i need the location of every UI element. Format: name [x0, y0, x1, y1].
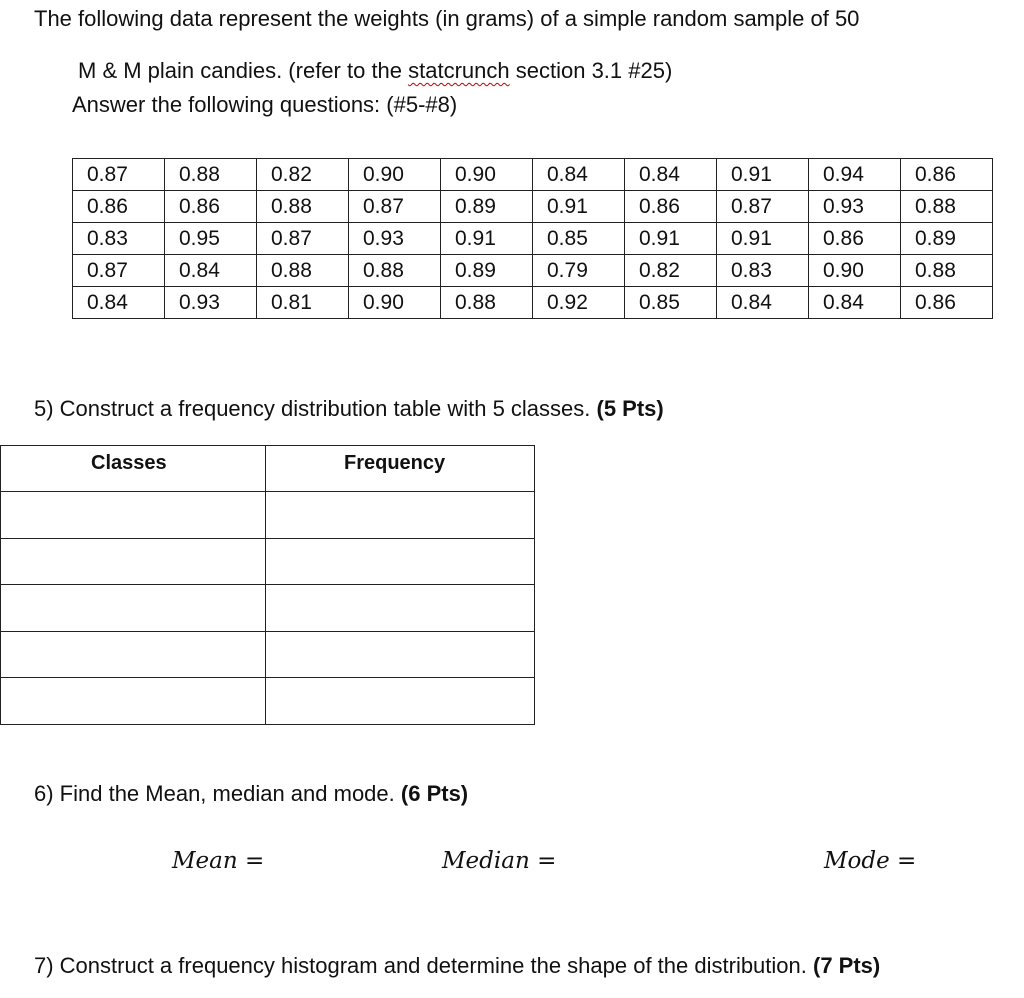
data-cell: 0.88	[165, 159, 257, 191]
data-cell: 0.86	[901, 287, 993, 319]
class-cell[interactable]	[1, 538, 266, 585]
data-cell: 0.88	[901, 191, 993, 223]
frequency-row	[1, 631, 535, 678]
median-equals: =	[537, 848, 557, 874]
class-cell[interactable]	[1, 678, 266, 725]
frequency-cell[interactable]	[266, 585, 535, 632]
data-cell: 0.85	[533, 223, 625, 255]
data-cell: 0.82	[625, 255, 717, 287]
weights-data-table	[72, 158, 993, 319]
intro-line-2	[78, 58, 672, 84]
data-row	[73, 255, 993, 287]
median-label	[442, 848, 556, 874]
data-cell: 0.91	[441, 223, 533, 255]
data-cell: 0.91	[533, 191, 625, 223]
frequency-row	[1, 538, 535, 585]
data-cell: 0.86	[625, 191, 717, 223]
data-cell: 0.88	[901, 255, 993, 287]
data-cell: 0.88	[257, 255, 349, 287]
question-5-text: 5) Construct a frequency distribution table with 5 classes.	[34, 396, 597, 421]
data-cell: 0.84	[533, 159, 625, 191]
statcrunch-word: statcrunch	[408, 58, 510, 83]
classes-header: Classes	[1, 446, 266, 492]
median-label-text: Median	[442, 848, 530, 874]
frequency-cell[interactable]	[266, 631, 535, 678]
data-cell: 0.95	[165, 223, 257, 255]
mode-equals: =	[897, 848, 917, 874]
data-row	[73, 287, 993, 319]
data-cell: 0.82	[257, 159, 349, 191]
data-cell: 0.86	[73, 191, 165, 223]
intro-line-2-post: section 3.1 #25)	[509, 58, 673, 83]
class-cell[interactable]	[1, 631, 266, 678]
frequency-cell[interactable]	[266, 538, 535, 585]
data-cell: 0.86	[809, 223, 901, 255]
mean-label	[172, 848, 264, 874]
question-7-text: 7) Construct a frequency histogram and determine the shape of the distribution.	[34, 953, 813, 978]
data-cell: 0.84	[73, 287, 165, 319]
data-row	[73, 191, 993, 223]
data-cell: 0.90	[349, 287, 441, 319]
frequency-row	[1, 492, 535, 539]
data-cell: 0.91	[717, 223, 809, 255]
data-cell: 0.91	[717, 159, 809, 191]
mean-equals: =	[245, 848, 265, 874]
frequency-row	[1, 678, 535, 725]
data-cell: 0.87	[73, 159, 165, 191]
data-row	[73, 223, 993, 255]
question-6-points: (6 Pts)	[400, 781, 469, 806]
frequency-header: Frequency	[266, 446, 535, 492]
frequency-distribution-table	[0, 445, 535, 725]
data-cell: 0.85	[625, 287, 717, 319]
data-cell: 0.88	[257, 191, 349, 223]
intro-line-2-pre: M & M plain candies. (refer to the	[78, 58, 409, 83]
question-5-points: (5 Pts)	[596, 396, 664, 421]
data-cell: 0.90	[809, 255, 901, 287]
data-cell: 0.83	[717, 255, 809, 287]
data-cell: 0.91	[625, 223, 717, 255]
frequency-cell[interactable]	[266, 678, 535, 725]
data-cell: 0.87	[717, 191, 809, 223]
data-cell: 0.93	[349, 223, 441, 255]
data-cell: 0.88	[349, 255, 441, 287]
data-cell: 0.87	[257, 223, 349, 255]
data-cell: 0.79	[533, 255, 625, 287]
data-cell: 0.87	[73, 255, 165, 287]
question-5	[34, 396, 664, 422]
question-6	[34, 781, 468, 807]
data-cell: 0.89	[441, 191, 533, 223]
data-cell: 0.86	[901, 159, 993, 191]
mode-label	[824, 848, 916, 874]
mean-label-text: Mean	[172, 848, 238, 874]
data-cell: 0.81	[257, 287, 349, 319]
data-cell: 0.90	[441, 159, 533, 191]
data-cell: 0.90	[349, 159, 441, 191]
class-cell[interactable]	[1, 492, 266, 539]
data-row	[73, 159, 993, 191]
data-cell: 0.84	[809, 287, 901, 319]
data-cell: 0.84	[625, 159, 717, 191]
intro-line-1: The following data represent the weights (in grams) of a simple random sample of 50	[34, 6, 860, 31]
data-cell: 0.87	[349, 191, 441, 223]
data-cell: 0.88	[441, 287, 533, 319]
class-cell[interactable]	[1, 585, 266, 632]
data-cell: 0.89	[441, 255, 533, 287]
data-cell: 0.83	[73, 223, 165, 255]
intro-line-3: Answer the following questions: (#5-#8)	[72, 92, 458, 117]
data-cell: 0.84	[717, 287, 809, 319]
frequency-row	[1, 585, 535, 632]
question-7	[34, 953, 880, 979]
data-cell: 0.93	[809, 191, 901, 223]
question-7-points: (7 Pts)	[813, 953, 881, 978]
mode-label-text: Mode	[824, 848, 890, 874]
data-cell: 0.94	[809, 159, 901, 191]
data-cell: 0.93	[165, 287, 257, 319]
frequency-cell[interactable]	[266, 492, 535, 539]
data-cell: 0.92	[533, 287, 625, 319]
data-cell: 0.89	[901, 223, 993, 255]
data-cell: 0.86	[165, 191, 257, 223]
data-cell: 0.84	[165, 255, 257, 287]
question-6-text: 6) Find the Mean, median and mode.	[34, 781, 401, 806]
